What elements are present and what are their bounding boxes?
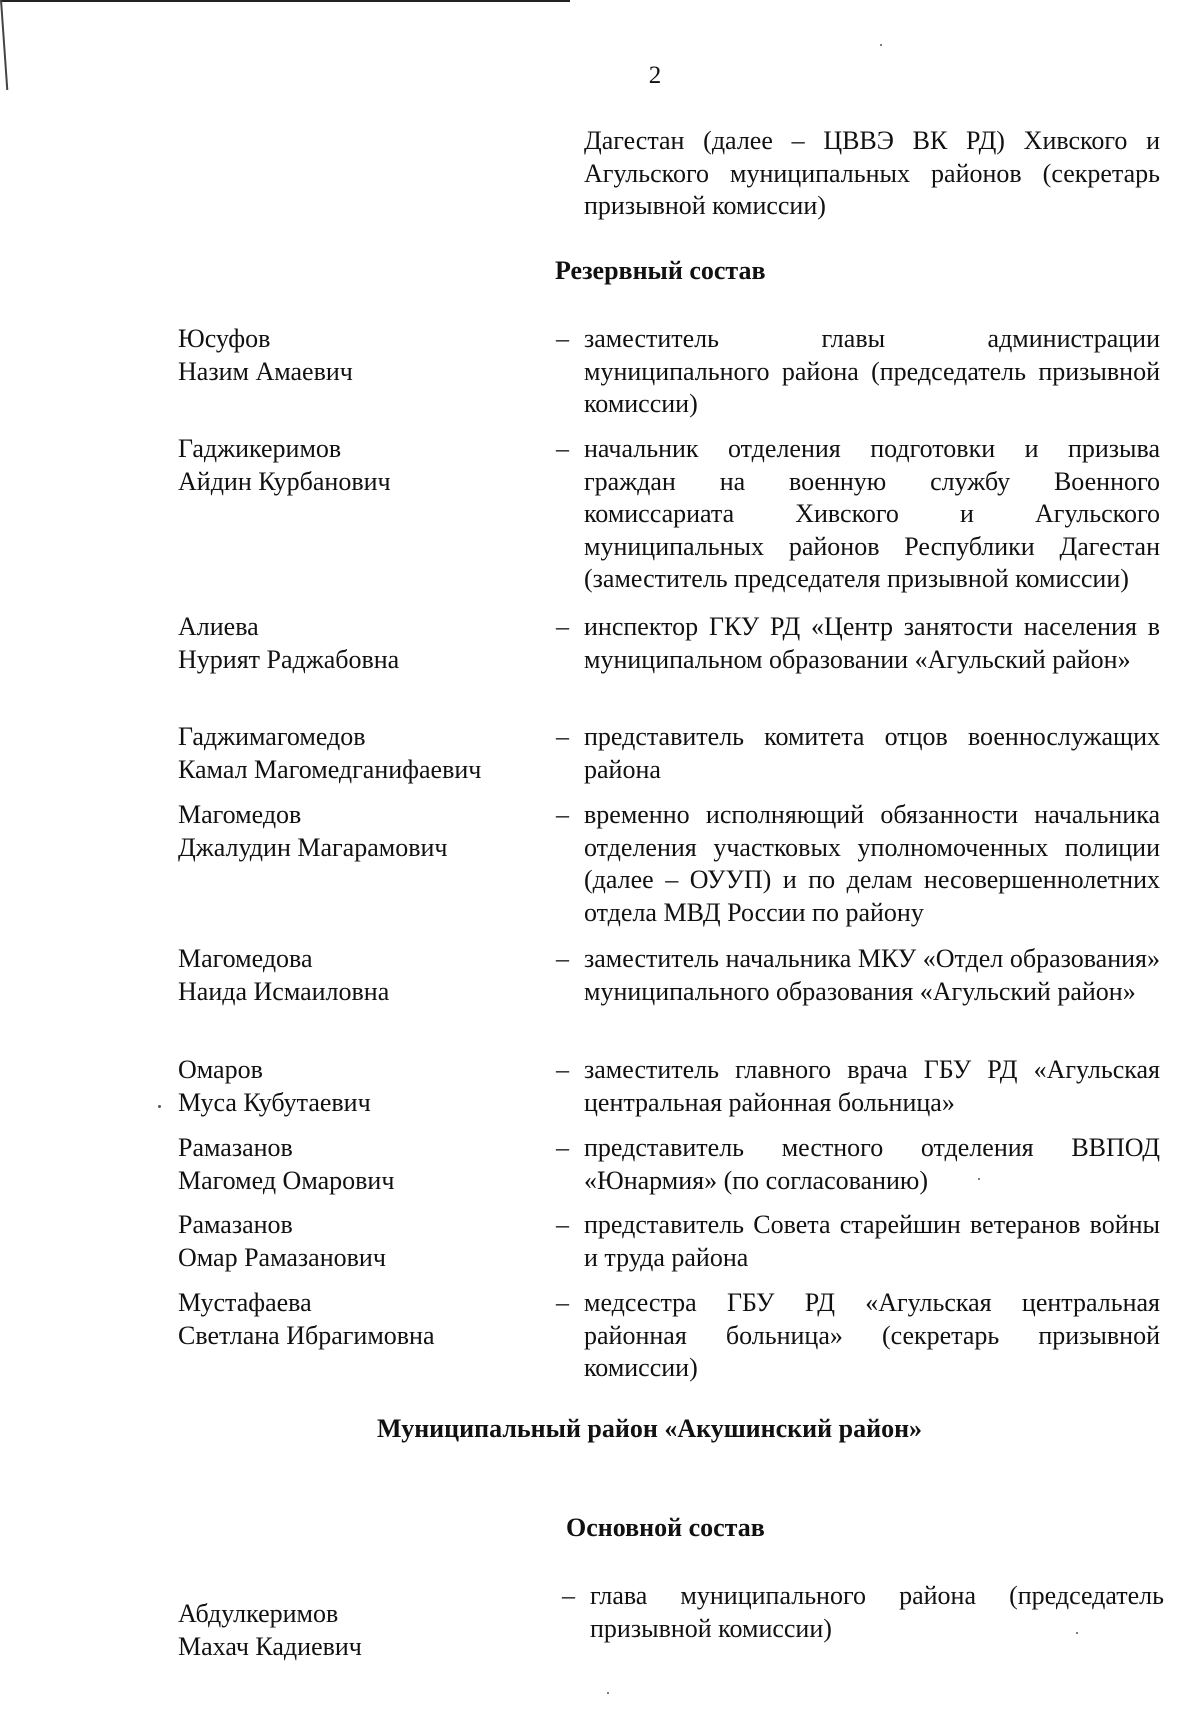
- dash: –: [556, 1133, 569, 1162]
- member-surname: Гаджикеримов: [178, 434, 342, 463]
- member-surname: Юсуфов: [178, 324, 271, 353]
- member-given-name: Магомед Омарович: [178, 1165, 395, 1195]
- member-surname: Алиева: [178, 612, 259, 641]
- member-surname: Мустафаева: [178, 1288, 312, 1317]
- dash: –: [556, 1055, 569, 1084]
- member-role: заместитель главного врача ГБУ РД «Агульская центральная районная больница»: [584, 1055, 1160, 1117]
- member-role: представитель комитета отцов военнослужащих района: [584, 722, 1160, 784]
- member-role: инспектор ГКУ РД «Центр занятости населения в муниципальном образовании «Агульский район»: [584, 612, 1160, 674]
- member-name: [178, 799, 538, 864]
- member-given-name: Муса Кубутаевич: [178, 1087, 371, 1117]
- member-surname: Омаров: [178, 1055, 263, 1084]
- member-given-name: Нурият Раджабовна: [178, 644, 400, 674]
- dash: –: [556, 434, 569, 463]
- member-surname: Рамазанов: [178, 1210, 293, 1239]
- dash: –: [556, 1210, 569, 1239]
- section-heading-main: Основной состав: [566, 1513, 765, 1542]
- member-given-name: Камал Магомедганифаевич: [178, 754, 482, 784]
- member-surname: Гаджимагомедов: [178, 722, 366, 751]
- member-name: [178, 1209, 538, 1274]
- member-given-name: Махач Кадиевич: [178, 1631, 362, 1661]
- dash: –: [562, 1581, 575, 1610]
- member-surname: Абдулкеримов: [178, 1599, 339, 1628]
- dash: –: [556, 944, 569, 973]
- member-name: [178, 323, 538, 388]
- member-given-name: Наида Исмаиловна: [178, 976, 390, 1006]
- dash: –: [556, 722, 569, 751]
- section-heading-reserve: Резервный состав: [555, 256, 766, 285]
- member-role: глава муниципального района (председатель призывной комиссии): [590, 1581, 1164, 1643]
- member-surname: Магомедов: [178, 800, 302, 829]
- scan-speck: [607, 1692, 609, 1694]
- scan-edge: [0, 0, 570, 2]
- member-role: заместитель главы администрации муниципального района (председатель призывной комиссии): [584, 324, 1160, 418]
- member-role: представитель Совета старейшин ветеранов войны и труда района: [584, 1210, 1160, 1272]
- member-name: [178, 433, 538, 498]
- member-name: [178, 721, 538, 786]
- member-role: представитель местного отделения ВВПОД «Юнармия» (по согласованию): [584, 1133, 1160, 1195]
- member-given-name: Джалудин Магарамович: [178, 832, 448, 862]
- member-name: [178, 1598, 538, 1663]
- scan-speck: [978, 1178, 980, 1180]
- member-role: медсестра ГБУ РД «Агульская центральная районная больница» (секретарь призывной комиссии): [584, 1288, 1160, 1382]
- member-name: [178, 1054, 538, 1119]
- member-name: [178, 611, 538, 676]
- dash: –: [556, 324, 569, 353]
- member-given-name: Омар Рамазанович: [178, 1242, 386, 1272]
- scan-speck: [880, 44, 882, 46]
- scan-edge: [0, 0, 8, 90]
- member-name: [178, 1132, 538, 1197]
- dash: –: [556, 612, 569, 641]
- page-number: 2: [648, 62, 662, 89]
- member-given-name: Айдин Курбанович: [178, 466, 391, 496]
- member-role: начальник отделения подготовки и призыва граждан на военную службу Военного комиссариата Хивского и Агульского муниципальных районов Республики Дагестан (заместитель председателя призывной комиссии): [584, 434, 1160, 593]
- dash: –: [556, 1288, 569, 1317]
- member-name: [178, 1287, 538, 1352]
- dash: –: [556, 800, 569, 829]
- member-given-name: Назим Амаевич: [178, 356, 353, 386]
- scan-speck: [158, 1105, 161, 1108]
- member-role: временно исполняющий обязанности начальника отделения участковых уполномоченных полиции (далее – ОУУП) и по делам несовершеннолетних отдела МВД России по району: [584, 800, 1160, 927]
- member-surname: Магомедова: [178, 944, 313, 973]
- member-role: заместитель начальника МКУ «Отдел образования» муниципального образования «Агульский район»: [584, 944, 1160, 1006]
- continuation-text: Дагестан (далее – ЦВВЭ ВК РД) Хивского и Агульского муниципальных районов (секретарь призывной комиссии): [584, 126, 1160, 220]
- member-surname: Рамазанов: [178, 1133, 293, 1162]
- member-given-name: Светлана Ибрагимовна: [178, 1320, 435, 1350]
- member-name: [178, 943, 538, 1008]
- scan-speck: [1076, 1632, 1078, 1634]
- section-heading-district: Муниципальный район «Акушинский район»: [377, 1414, 923, 1443]
